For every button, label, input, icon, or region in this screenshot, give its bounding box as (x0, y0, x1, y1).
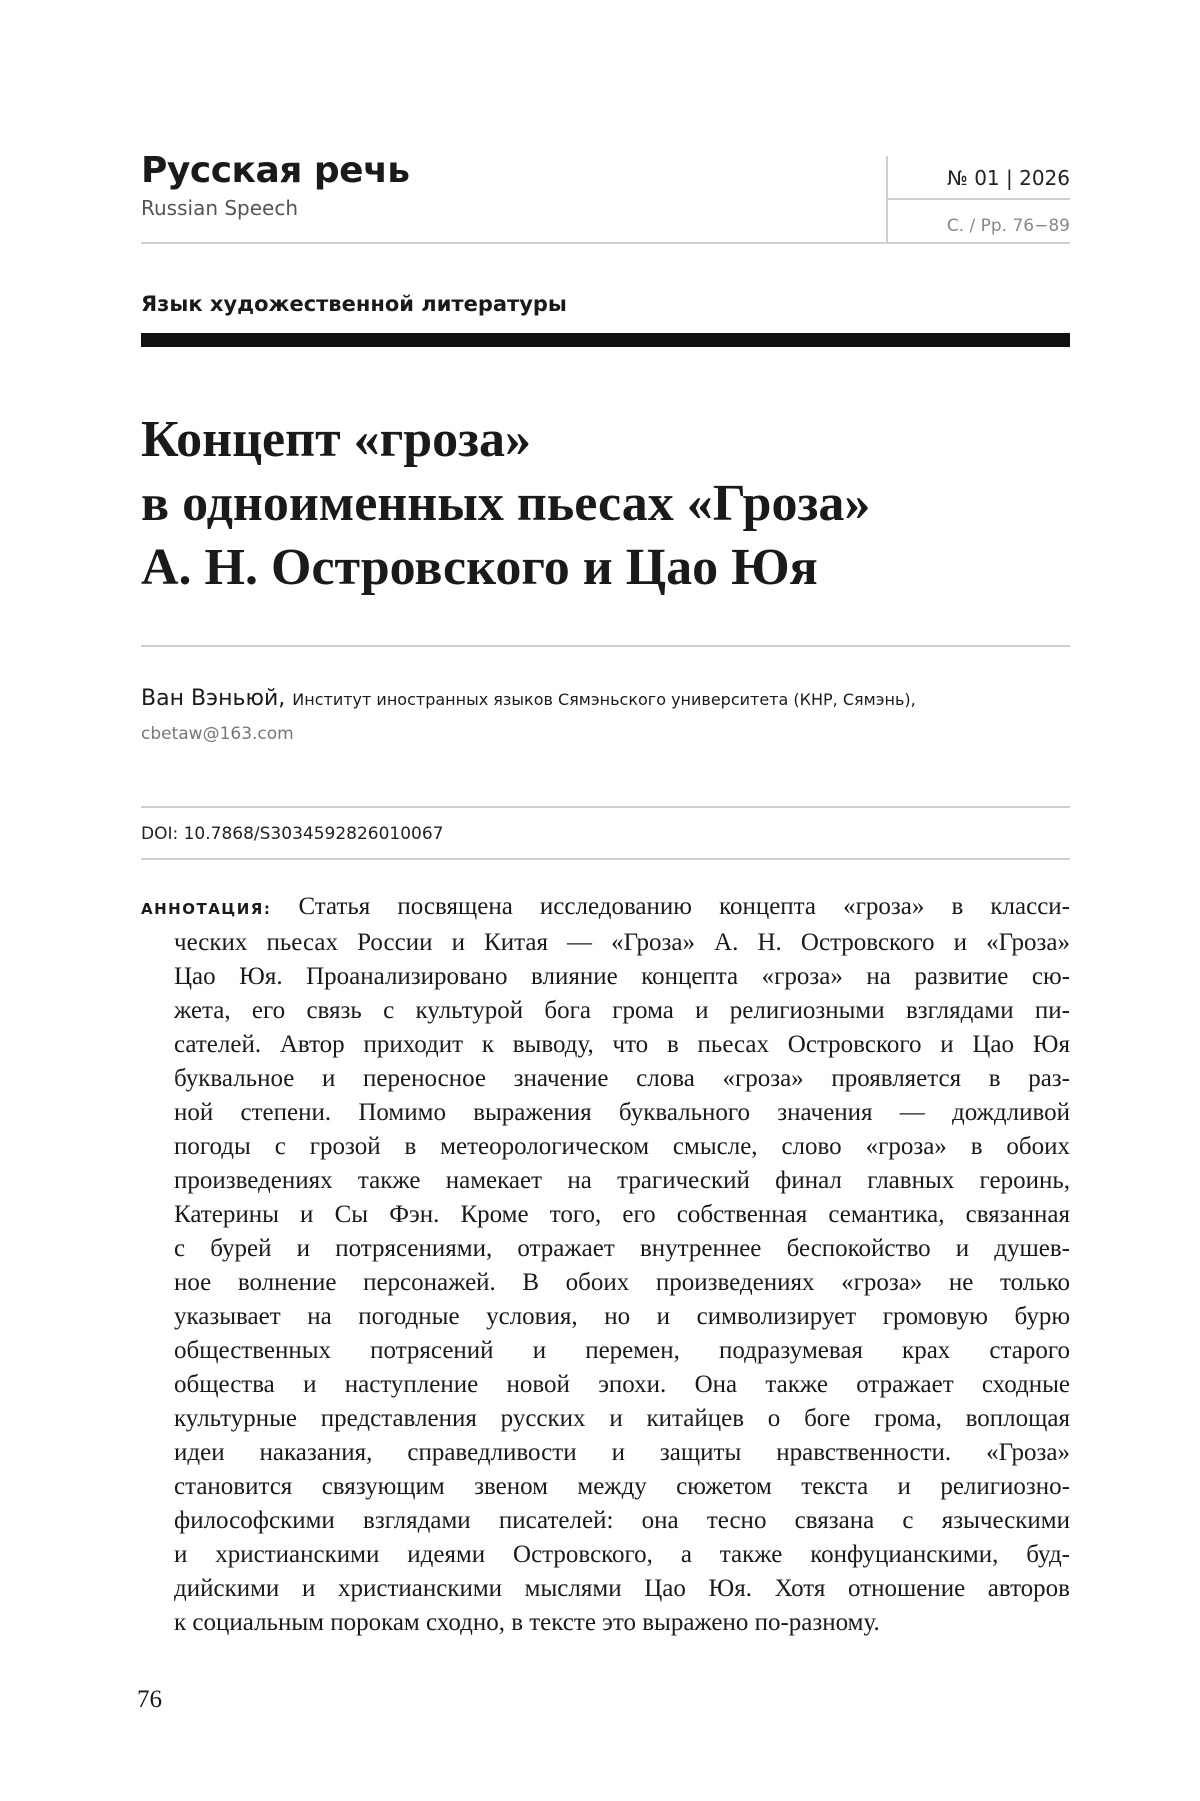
abstract-line: философскими взглядами писателей: она тесно связана с языческими (174, 1507, 1070, 1534)
page-range: С. / Pp. 76−89 (946, 216, 1070, 236)
abstract-line: ной степени. Помимо выражения буквального значения — дождливой (174, 1099, 1070, 1126)
author-divider (141, 806, 1070, 808)
abstract-line: жета, его связь с культурой бога грома и религиозными взглядами пи- (174, 997, 1070, 1024)
doi[interactable]: DOI: 10.7868/S3034592826010067 (141, 824, 444, 844)
abstract-text: Статья посвящена исследованию концепта «гроза» в класси- (298, 893, 1070, 920)
title-line: Концепт «гроза» (141, 411, 532, 468)
title-line: в одноименных пьесах «Гроза» (141, 475, 871, 532)
issue-number: № 01 | 2026 (947, 166, 1070, 190)
title-divider (141, 645, 1070, 647)
abstract-line: дийскими и христианскими мыслями Цао Юя. Хотя отношение авторов (174, 1575, 1070, 1602)
abstract-line: общественных потрясений и перемен, подразумевая крах старого (174, 1337, 1070, 1364)
abstract-line: Катерины и Сы Фэн. Кроме того, его собственная семантика, связанная (174, 1201, 1070, 1228)
abstract-line: и христианскими идеями Островского, а также конфуцианскими, буд- (174, 1541, 1070, 1568)
author-email[interactable]: cbetaw@163.com (141, 724, 294, 744)
abstract-line: буквальное и переносное значение слова «гроза» проявляется в раз- (174, 1065, 1070, 1092)
abstract-label: АННОТАЦИЯ: (141, 900, 272, 918)
abstract-line: культурные представления русских и китайцев о боге грома, воплощая (174, 1405, 1070, 1432)
abstract-line: произведениях также намекает на трагический финал главных героинь, (174, 1167, 1070, 1194)
abstract-line: к социальным порокам сходно, в тексте это выражено по-разному. (174, 1609, 880, 1636)
abstract-line: погоды с грозой в метеорологическом смысле, слово «гроза» в обоих (174, 1133, 1070, 1160)
title-line: А. Н. Островского и Цао Юя (141, 539, 818, 596)
abstract-line (141, 890, 1070, 926)
abstract-line: Цао Юя. Проанализировано влияние концепта «гроза» на развитие сю- (174, 963, 1070, 990)
abstract-line: ческих пьесах России и Китая — «Гроза» А. Н. Островского и «Гроза» (174, 929, 1070, 956)
page-number: 76 (137, 1686, 162, 1713)
header-right-divider (886, 198, 1070, 200)
journal-subtitle: Russian Speech (141, 196, 299, 220)
rubric-bar (141, 333, 1070, 347)
abstract-line: становится связующим звеном между сюжетом текста и религиозно- (174, 1473, 1070, 1500)
author-line (141, 686, 916, 711)
abstract (141, 890, 1070, 1640)
doi-divider (141, 858, 1070, 860)
abstract-line: указывает на погодные условия, но и символизирует громовую бурю (174, 1303, 1070, 1330)
journal-title: Русская речь (141, 150, 410, 191)
abstract-line: общества и наступление новой эпохи. Она также отражает сходные (174, 1371, 1070, 1398)
abstract-line: идеи наказания, справедливости и защиты нравственности. «Гроза» (174, 1439, 1070, 1466)
abstract-line: сателей. Автор приходит к выводу, что в пьесах Островского и Цао Юя (174, 1031, 1070, 1058)
article-title (141, 408, 1070, 600)
author-name: Ван Вэньюй, (141, 686, 286, 711)
abstract-line: ное волнение персонажей. В обоих произведениях «гроза» не только (174, 1269, 1070, 1296)
header-vertical-divider (886, 156, 888, 244)
abstract-line: с бурей и потрясениями, отражает внутреннее беспокойство и душев- (174, 1235, 1070, 1262)
header-divider (141, 242, 1070, 244)
section-rubric: Язык художественной литературы (141, 292, 567, 316)
author-affiliation: Институт иностранных языков Сямэньского университета (КНР, Сямэнь), (292, 690, 916, 709)
